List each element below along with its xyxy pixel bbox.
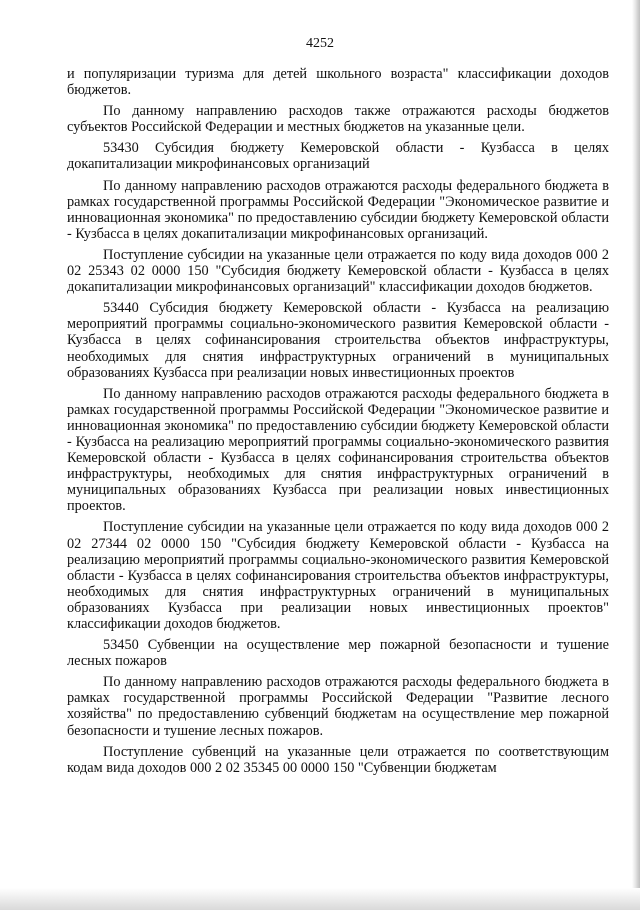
- paragraph-continuation: и популяризации туризма для детей школьного возраста" классификации доходов бюджетов.: [67, 66, 609, 99]
- expense-code-heading-53430: 53430 Субсидия бюджету Кемеровской области - Кузбасса в целях докапитализации микрофинансовых организаций: [67, 140, 609, 173]
- expense-code-heading-53440: 53440 Субсидия бюджету Кемеровской области - Кузбасса на реализацию мероприятий программы социально-экономического развития Кемеровской области - Кузбасса в целях софинансирования строительства объектов инфраструктуры, необходимых для снятия инфраструктурных ограничений в муниципальных образованиях Кузбасса при реализации новых инвестиционных проектов: [67, 300, 609, 381]
- page-number: 4252: [306, 36, 334, 51]
- paragraph: По данному направлению расходов также отражаются расходы бюджетов субъектов Российской Федерации и местных бюджетов на указанные цели.: [67, 103, 609, 136]
- paragraph: По данному направлению расходов отражаются расходы федерального бюджета в рамках государственной программы Российской Федерации "Развитие лесного хозяйства" по предоставлению субвенций бюджетам на осуществление мер пожарной безопасности и тушение лесных пожаров.: [67, 674, 609, 739]
- paragraph: Поступление субсидии на указанные цели отражается по коду вида доходов 000 2 02 27344 02 0000 150 "Субсидия бюджету Кемеровской области - Кузбасса на реализацию мероприятий программы социально-экономического развития Кемеровской области - Кузбасса в целях софинансирования строительства объектов инфраструктуры, необходимых для снятия инфраструктурных ограничений в муниципальных образованиях Кузбасса при реализации новых инвестиционных проектов" классификации доходов бюджетов.: [67, 519, 609, 632]
- paragraph: По данному направлению расходов отражаются расходы федерального бюджета в рамках государственной программы Российской Федерации "Экономическое развитие и инновационная экономика" по предоставлению субсидии бюджету Кемеровской области - Кузбасса в целях докапитализации микрофинансовых организаций.: [67, 177, 609, 242]
- document-body: [67, 66, 609, 781]
- paragraph-truncated: Поступление субвенций на указанные цели отражается по соответствующим кодам вида доходов 000 2 02 35345 00 0000 150 "Субвенции бюджетам: [67, 743, 609, 776]
- expense-code-heading-53450: 53450 Субвенции на осуществление мер пожарной безопасности и тушение лесных пожаров: [67, 637, 609, 670]
- scan-shadow-right: [632, 0, 640, 910]
- paragraph: По данному направлению расходов отражаются расходы федерального бюджета в рамках государственной программы Российской Федерации "Экономическое развитие и инновационная экономика" по предоставлению субсидии бюджету Кемеровской области - Кузбасса на реализацию мероприятий программы социально-экономического развития Кемеровской области - Кузбасса в целях софинансирования строительства объектов инфраструктуры, необходимых для снятия инфраструктурных ограничений в муниципальных образованиях Кузбасса при реализации новых инвестиционных проектов.: [67, 385, 609, 515]
- scan-shadow-bottom: [0, 888, 640, 910]
- paragraph: Поступление субсидии на указанные цели отражается по коду вида доходов 000 2 02 25343 02 0000 150 "Субсидия бюджету Кемеровской области - Кузбасса в целях докапитализации микрофинансовых организаций" классификации доходов бюджетов.: [67, 246, 609, 296]
